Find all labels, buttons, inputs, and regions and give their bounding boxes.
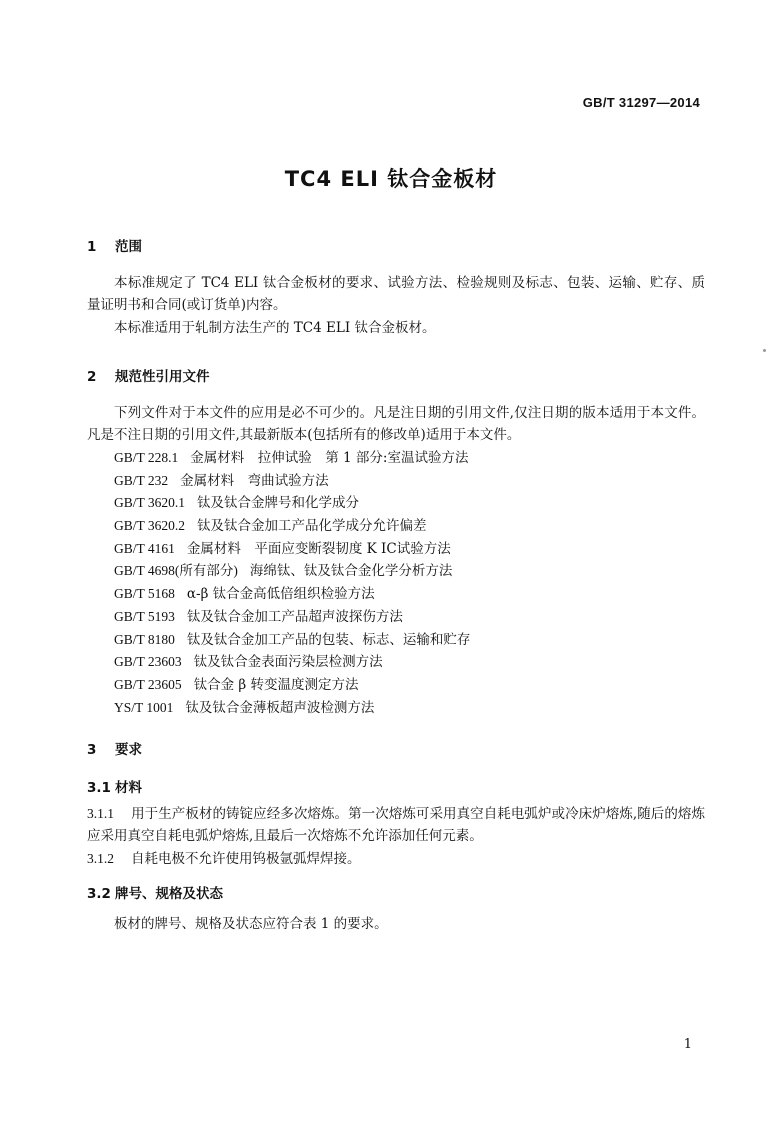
reference-title: α-β 钛合金高低倍组织检验方法	[186, 586, 375, 603]
section-3-title: 要求	[115, 742, 142, 758]
reference-title: 海绵钛、钛及钛合金化学分析方法	[249, 563, 453, 580]
reference-code: GB/T 228.1	[114, 450, 179, 465]
reference-item	[114, 674, 470, 697]
reference-code: GB/T 3620.1	[114, 495, 186, 511]
section-3-1-heading	[87, 776, 142, 796]
section-3-2-number: 3.2	[87, 886, 111, 902]
reference-item	[114, 515, 470, 538]
section-3-heading	[87, 738, 142, 758]
reference-item	[114, 492, 470, 515]
reference-item	[114, 583, 470, 606]
document-title: TC4 ELI 钛合金板材	[284, 167, 498, 191]
reference-code: GB/T 8180	[114, 631, 175, 647]
reference-title: 金属材料 平面应变断裂韧度 K IC试验方法	[186, 540, 451, 557]
reference-code: GB/T 23605	[114, 676, 182, 692]
section-3-1-number: 3.1	[87, 780, 111, 796]
reference-item	[114, 538, 470, 561]
reference-title: 钛及钛合金表面污染层检测方法	[193, 654, 383, 671]
section-3-number: 3	[87, 742, 97, 758]
reference-title: 钛及钛合金薄板超声波检测方法	[185, 699, 375, 716]
page-number: 1	[683, 1037, 692, 1052]
reference-code: GB/T 232	[114, 472, 169, 488]
reference-code: GB/T 23603	[114, 654, 182, 670]
reference-code: GB/T 5193	[114, 608, 175, 624]
clause-3-1-2-number: 3.1.2	[87, 851, 114, 866]
reference-code: GB/T 5168	[114, 586, 175, 602]
reference-item	[114, 629, 470, 652]
reference-item	[114, 606, 470, 629]
clause-3-1-1	[87, 803, 705, 847]
reference-item	[114, 651, 470, 674]
section-3-2-heading	[87, 882, 223, 902]
section-3-1-title: 材料	[115, 780, 142, 796]
section-1-paragraph-2: 本标准适用于轧制方法生产的 TC4 ELI 钛合金板材。	[114, 320, 436, 336]
reference-item	[114, 447, 470, 470]
standard-number: GB/T 31297—2014	[582, 95, 700, 110]
reference-code: GB/T 4161	[114, 540, 175, 556]
section-2-number: 2	[87, 369, 97, 385]
reference-title: 金属材料 拉伸试验 第 1 部分:室温试验方法	[190, 450, 469, 466]
clause-3-1-1-text: 用于生产板材的铸锭应经多次熔炼。第一次熔炼可采用真空自耗电弧炉或冷床炉熔炼,随后的熔炼应采用真空自耗电弧炉熔炼,且最后一次熔炼不允许添加任何元素。	[87, 806, 705, 844]
reference-title: 金属材料 弯曲试验方法	[180, 472, 329, 489]
reference-title: 钛及钛合金牌号和化学成分	[197, 495, 360, 512]
section-2-title: 规范性引用文件	[115, 369, 210, 385]
reference-title: 钛及钛合金加工产品化学成分允许偏差	[197, 518, 427, 535]
reference-title: 钛合金 β 转变温度测定方法	[193, 676, 359, 693]
reference-title: 钛及钛合金加工产品的包装、标志、运输和贮存	[186, 631, 471, 648]
section-1-number: 1	[87, 239, 97, 255]
reference-item	[114, 697, 470, 720]
section-2-heading	[87, 365, 210, 385]
scan-mark	[763, 349, 766, 352]
reference-code: GB/T 3620.2	[114, 518, 186, 534]
clause-3-1-2-text: 自耗电极不允许使用钨极氩弧焊焊接。	[131, 851, 361, 867]
section-3-2-title: 牌号、规格及状态	[115, 886, 223, 902]
reference-code: GB/T 4698(所有部分)	[114, 563, 238, 579]
reference-title: 钛及钛合金加工产品超声波探伤方法	[186, 608, 403, 625]
clause-3-1-1-number: 3.1.1	[87, 806, 114, 821]
normative-references-list	[114, 447, 470, 719]
reference-item	[114, 560, 470, 583]
section-1-heading	[87, 235, 142, 255]
clause-3-1-2	[87, 848, 705, 870]
section-1-title: 范围	[115, 239, 142, 255]
section-1-paragraph-1: 本标准规定了 TC4 ELI 钛合金板材的要求、试验方法、检验规则及标志、包装、运输、贮存、质量证明书和合同(或订货单)内容。	[87, 275, 705, 313]
reference-item	[114, 470, 470, 493]
section-3-2-paragraph: 板材的牌号、规格及状态应符合表 1 的要求。	[114, 916, 388, 932]
reference-code: YS/T 1001	[114, 699, 174, 715]
section-2-intro: 下列文件对于本文件的应用是必不可少的。凡是注日期的引用文件,仅注日期的版本适用于本文件。凡是不注日期的引用文件,其最新版本(包括所有的修改单)适用于本文件。	[87, 405, 705, 443]
